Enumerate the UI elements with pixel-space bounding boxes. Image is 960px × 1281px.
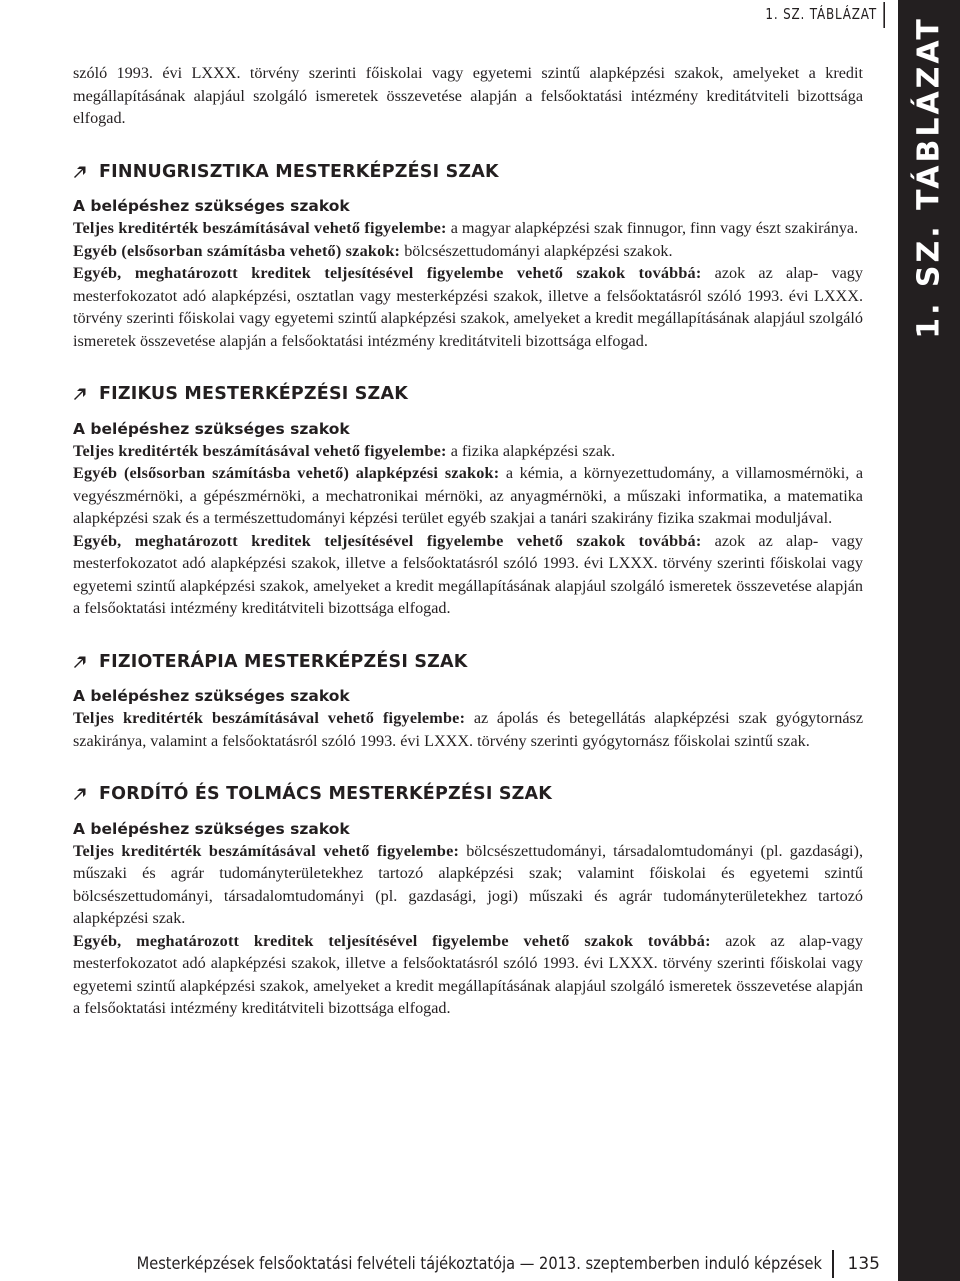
requirement-paragraph	[73, 530, 863, 620]
page-content	[73, 62, 863, 1020]
requirement-text: a kémia, a környezettudomány, a villamosmérnöki, a vegyészmérnöki, a gépészmérnöki, a mechatronikai mérnöki, az anyagmérnöki, a műszaki informatika, a matematika alapképzési szak és a természettudományi képzési terület egyéb szakjai a tanári szakirány fizika szakmai moduljával.	[73, 464, 863, 527]
section-title-text: FORDÍTÓ ÉS TOLMÁCS MESTERKÉPZÉSI SZAK	[99, 784, 553, 804]
requirement-lead: Egyéb, meghatározott kreditek teljesítésével figyelembe vehető szakok továbbá:	[73, 931, 711, 950]
requirement-text: bölcsészettudományi alapképzési szakok.	[400, 241, 673, 260]
requirement-paragraph	[73, 262, 863, 352]
section-title	[73, 161, 863, 184]
section-title-text: FIZIKUS MESTERKÉPZÉSI SZAK	[99, 384, 408, 404]
requirement-lead: Egyéb, meghatározott kreditek teljesítésével figyelembe vehető szakok továbbá:	[73, 264, 702, 282]
running-head: 1. SZ. TÁBLÁZAT	[741, 2, 885, 28]
requirement-text: a magyar alapképzési szak finnugor, finn vagy észt szakiránya.	[446, 219, 859, 237]
requirement-paragraph	[73, 217, 863, 240]
footer	[136, 1250, 880, 1278]
requirement-text: az ápolás és betegellátás alapképzési szak gyógytornász szakiránya, valamint a felsőoktatásról szóló 1993. évi LXXX. törvény szerinti gyógytornász főiskolai szintű szak.	[73, 709, 863, 750]
requirement-text: azok az alap-vagy mesterfokozatot adó alapképzési szakok, illetve a felsőoktatásról szóló 1993. évi LXXX. törvény szerinti főiskolai vagy egyetemi szintű alapképzési szakok, amelyeket a kredit megállapításának alapjául szolgáló ismeretek összevetése alapján a felsőoktatási intézmény kreditátviteli bizottsága elfogad.	[73, 931, 863, 1017]
sub-heading: A belépéshez szükséges szakok	[73, 687, 350, 705]
requirement-paragraph	[73, 840, 863, 930]
requirement-lead: Egyéb, meghatározott kreditek teljesítésével figyelembe vehető szakok továbbá:	[73, 531, 702, 550]
sections-container	[73, 161, 863, 1020]
requirement-paragraph	[73, 462, 863, 530]
requirement-lead: Egyéb (elsősorban számításba vehető) szakok:	[73, 241, 401, 260]
requirement-lead: Teljes kreditérték beszámításával vehető figyelembe:	[73, 841, 460, 860]
section-title	[73, 383, 863, 406]
requirement-paragraph	[73, 707, 863, 752]
arrow-up-right-icon	[73, 386, 89, 402]
requirement-paragraph	[73, 240, 863, 263]
requirement-lead: Egyéb (elsősorban számításba vehető) alapképzési szakok:	[73, 464, 500, 482]
page-number: 135	[847, 1254, 880, 1274]
intro-paragraph: szóló 1993. évi LXXX. törvény szerinti főiskolai vagy egyetemi szintű alapképzési szakok, amelyeket a kredit megállapításának alapjául szolgáló ismeretek összevetése alapján a felsőoktatási intézmény kreditátviteli bizottsága elfogad.	[73, 64, 863, 127]
sub-heading: A belépéshez szükséges szakok	[73, 197, 350, 215]
section	[73, 651, 863, 753]
section-title-text: FIZIOTERÁPIA MESTERKÉPZÉSI SZAK	[99, 651, 468, 672]
section	[73, 383, 863, 620]
arrow-up-right-icon	[73, 786, 89, 802]
requirement-paragraph	[73, 930, 863, 1020]
section-title	[73, 783, 863, 806]
footer-title: Mesterképzések felsőoktatási felvételi tájékoztatója — 2013. szeptemberben induló képzések	[136, 1254, 822, 1274]
requirement-text: azok az alap- vagy mesterfokozatot adó alapképzési, osztatlan vagy mesterképzési szakok, illetve a felsőoktatásról szóló 1993. évi LXXX. törvény szerinti főiskolai vagy egyetemi szintű alapképzési szakok, amelyeket a kredit megállapításának alapjául szolgáló ismeretek összevetése alapján a felsőoktatási intézmény kreditátviteli bizottsága elfogad.	[73, 264, 863, 350]
section-title-text: FINNUGRISZTIKA MESTERKÉPZÉSI SZAK	[99, 161, 499, 182]
requirement-text: bölcsészettudományi, társadalomtudományi (pl. gazdasági), műszaki és agrár tudományterületekhez tartozó alapképzési szak; valamint főiskolai és egyetemi szintű bölcsészettudományi, társadalomtudományi (pl. gazdasági, jogi) műszaki és agrár tudományterületekhez tartozó alapképzési szak.	[73, 841, 863, 927]
sub-heading: A belépéshez szükséges szakok	[73, 819, 350, 838]
arrow-up-right-icon	[73, 654, 89, 670]
sub-heading: A belépéshez szükséges szakok	[73, 419, 350, 438]
section-title	[73, 651, 863, 674]
requirement-lead: Teljes kreditérték beszámításával vehető figyelembe:	[73, 441, 447, 460]
requirement-text: azok az alap- vagy mesterfokozatot adó alapképzési szakok, illetve a felsőoktatásról szóló 1993. évi LXXX. törvény szerinti főiskolai vagy egyetemi szintű alapképzési szakok, amelyeket a kredit megállapításának alapjául szolgáló ismeretek összevetése alapján a felsőoktatási intézmény kreditátviteli bizottsága elfogad.	[73, 531, 863, 617]
requirement-lead: Teljes kreditérték beszámításával vehető figyelembe:	[73, 709, 466, 727]
requirement-text: a fizika alapképzési szak.	[446, 441, 616, 460]
requirement-paragraph	[73, 440, 863, 463]
side-tab-label: 1. SZ. TÁBLÁZAT	[911, 16, 947, 339]
section	[73, 161, 863, 353]
side-tab	[898, 0, 960, 1281]
requirement-lead: Teljes kreditérték beszámításával vehető figyelembe:	[73, 219, 447, 237]
footer-divider	[832, 1250, 834, 1278]
section	[73, 783, 863, 1020]
arrow-up-right-icon	[73, 164, 89, 180]
